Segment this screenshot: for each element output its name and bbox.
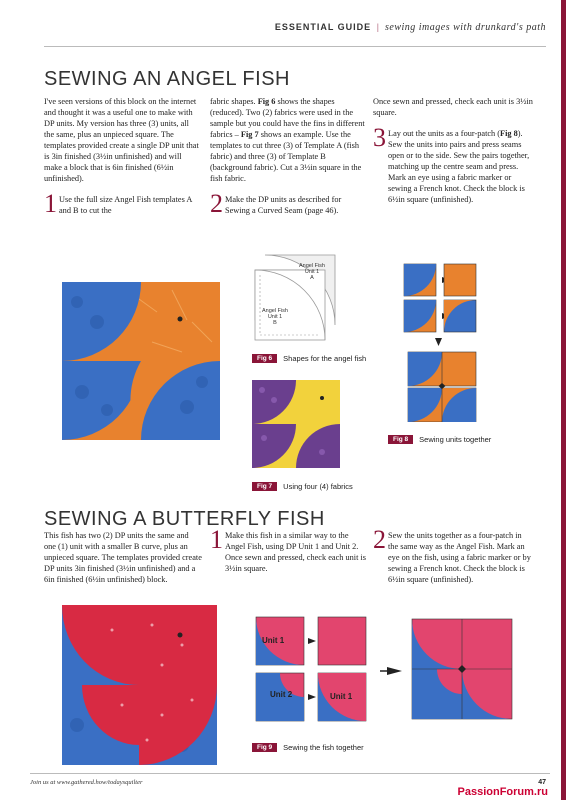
- angel-fish-photo: [62, 282, 220, 440]
- fig9-unit1b-label: Unit 1: [330, 692, 353, 701]
- fig9-diagram: [252, 615, 522, 730]
- watermark: PassionForum.ru: [457, 786, 548, 798]
- fig6-templates: [250, 250, 340, 345]
- fig7-text: Using four (4) fabrics: [283, 482, 353, 491]
- angel-col-2: [210, 96, 365, 216]
- footer-rule: [30, 773, 550, 774]
- template-b-line3: B: [273, 320, 277, 326]
- footer-website[interactable]: Join us at www.gathered.how/todaysquilter: [30, 779, 143, 786]
- fig9-caption: [252, 743, 364, 752]
- angel-step-3-a: Lay out the units as a four-patch (: [388, 129, 501, 138]
- butterfly-step-1-number: 1: [210, 525, 223, 554]
- header-guide: ESSENTIAL GUIDE: [274, 22, 372, 32]
- angel-step-1: [44, 189, 199, 218]
- angel-fig6-ref: Fig 6: [257, 97, 276, 106]
- template-b-line1: Angel Fish: [262, 308, 288, 314]
- butterfly-fish-photo: [62, 605, 217, 765]
- fig7-four-fabrics: [252, 380, 340, 468]
- page-number: 47: [538, 779, 546, 786]
- angel-step-2: [210, 189, 365, 218]
- butterfly-col-1: [44, 530, 202, 585]
- angel-col-2-b: shows the shapes (reduced). Two (2) fabrics were used in the sample but you could have the fins in different fabrics –: [210, 97, 365, 139]
- angel-step-2-text: Make the DP units as described for Sewing a Curved Seam (page 46).: [225, 195, 342, 215]
- angel-fig7-ref: Fig 7: [240, 130, 259, 139]
- angel-step-3: [373, 123, 533, 205]
- angel-col-2-c: shows an example. Use the templates to cut three (3) of Template A (fish fabric) and three (3) of Template B (background fabric). Cut a 3½in square in the fish fabric.: [210, 130, 362, 183]
- angel-step-3-number: 3: [373, 123, 386, 152]
- butterfly-intro: This fish has two (2) DP units the same and one (1) unit with a smaller B curve, plus an unpieced square. The templates provided create DP units 3in finished (3½in unfinished) and a 6in finished (6½in unfinished) block.: [44, 531, 202, 584]
- angel-step-2-number: 2: [210, 189, 223, 218]
- template-a-line3: A: [310, 275, 314, 281]
- angel-col-2-a: fabric shapes.: [210, 97, 258, 106]
- fig6-label: Fig 6: [252, 354, 277, 363]
- angel-col-1: [44, 96, 199, 216]
- header-separator: |: [376, 22, 380, 32]
- template-a-line2: Unit 1: [304, 269, 320, 275]
- fig9-unit2-label: Unit 2: [270, 690, 293, 699]
- running-header: [275, 22, 546, 33]
- butterfly-step-2-text: Sew the units together as a four-patch in the same way as the Angel Fish. Mark an eye on the fish, using a fabric marker or by sewing a French knot. Check the block is 6½in square (unfinished).: [388, 531, 531, 584]
- angel-step-3-text: [388, 128, 533, 205]
- angel-section-title: SEWING AN ANGEL FISH: [44, 68, 290, 90]
- butterfly-col-2: [210, 525, 370, 574]
- fig8-label: Fig 8: [388, 435, 413, 444]
- fig6-text: Shapes for the angel fish: [283, 354, 367, 363]
- fig6-caption: [252, 354, 366, 363]
- template-a-line1: Angel Fish: [299, 263, 325, 269]
- fig9-label: Fig 9: [252, 743, 277, 752]
- butterfly-col-3: [373, 525, 533, 585]
- fig7-label: Fig 7: [252, 482, 277, 491]
- fig7-caption: [252, 482, 353, 491]
- angel-step-1-number: 1: [44, 189, 57, 218]
- butterfly-step-2-number: 2: [373, 525, 386, 554]
- angel-step-3-b: ). Sew the units into pairs and press seams open or to the side. Sew the pairs together, matching up the centre seam and press. Mark an eye using a fabric marker or sewing a French knot. Check the block is 6½in square (unfinished).: [388, 129, 530, 204]
- header-rule: [44, 46, 546, 47]
- angel-col-3-intro: Once sewn and pressed, check each unit is 3½in square.: [373, 97, 533, 117]
- angel-fig8-ref: Fig 8: [500, 129, 518, 138]
- right-edge-bar: [561, 0, 566, 800]
- template-b-line2: Unit 1: [267, 314, 283, 320]
- butterfly-step-1: [210, 525, 370, 574]
- fig8-diagram: [398, 262, 516, 422]
- fig9-text: Sewing the fish together: [283, 743, 364, 752]
- butterfly-step-1-text: Make this fish in a similar way to the Angel Fish, using DP Unit 1 and Unit 2. Once sewn and pressed, check each unit is 3½in square.: [225, 531, 366, 573]
- header-subtitle: sewing images with drunkard's path: [385, 22, 546, 33]
- fig8-text: Sewing units together: [419, 435, 492, 444]
- angel-step-1-text: Use the full size Angel Fish templates A and B to cut the: [59, 195, 192, 215]
- angel-col-2-text: [210, 96, 365, 184]
- butterfly-step-2: [373, 525, 533, 585]
- butterfly-section-title: SEWING A BUTTERFLY FISH: [44, 508, 325, 530]
- angel-col-3: [373, 96, 533, 205]
- fig9-unit1-label: Unit 1: [262, 636, 285, 645]
- angel-intro: I've seen versions of this block on the internet and thought it was a useful one to make with DP units. My version has three (3) units, all the same, plus an unpieced square. The templates provided create a single DP unit that is 3in finished (3½in unfinished) and will make a block that is 6in finished (6½in unfinished).: [44, 97, 199, 183]
- fig8-caption: [388, 435, 491, 444]
